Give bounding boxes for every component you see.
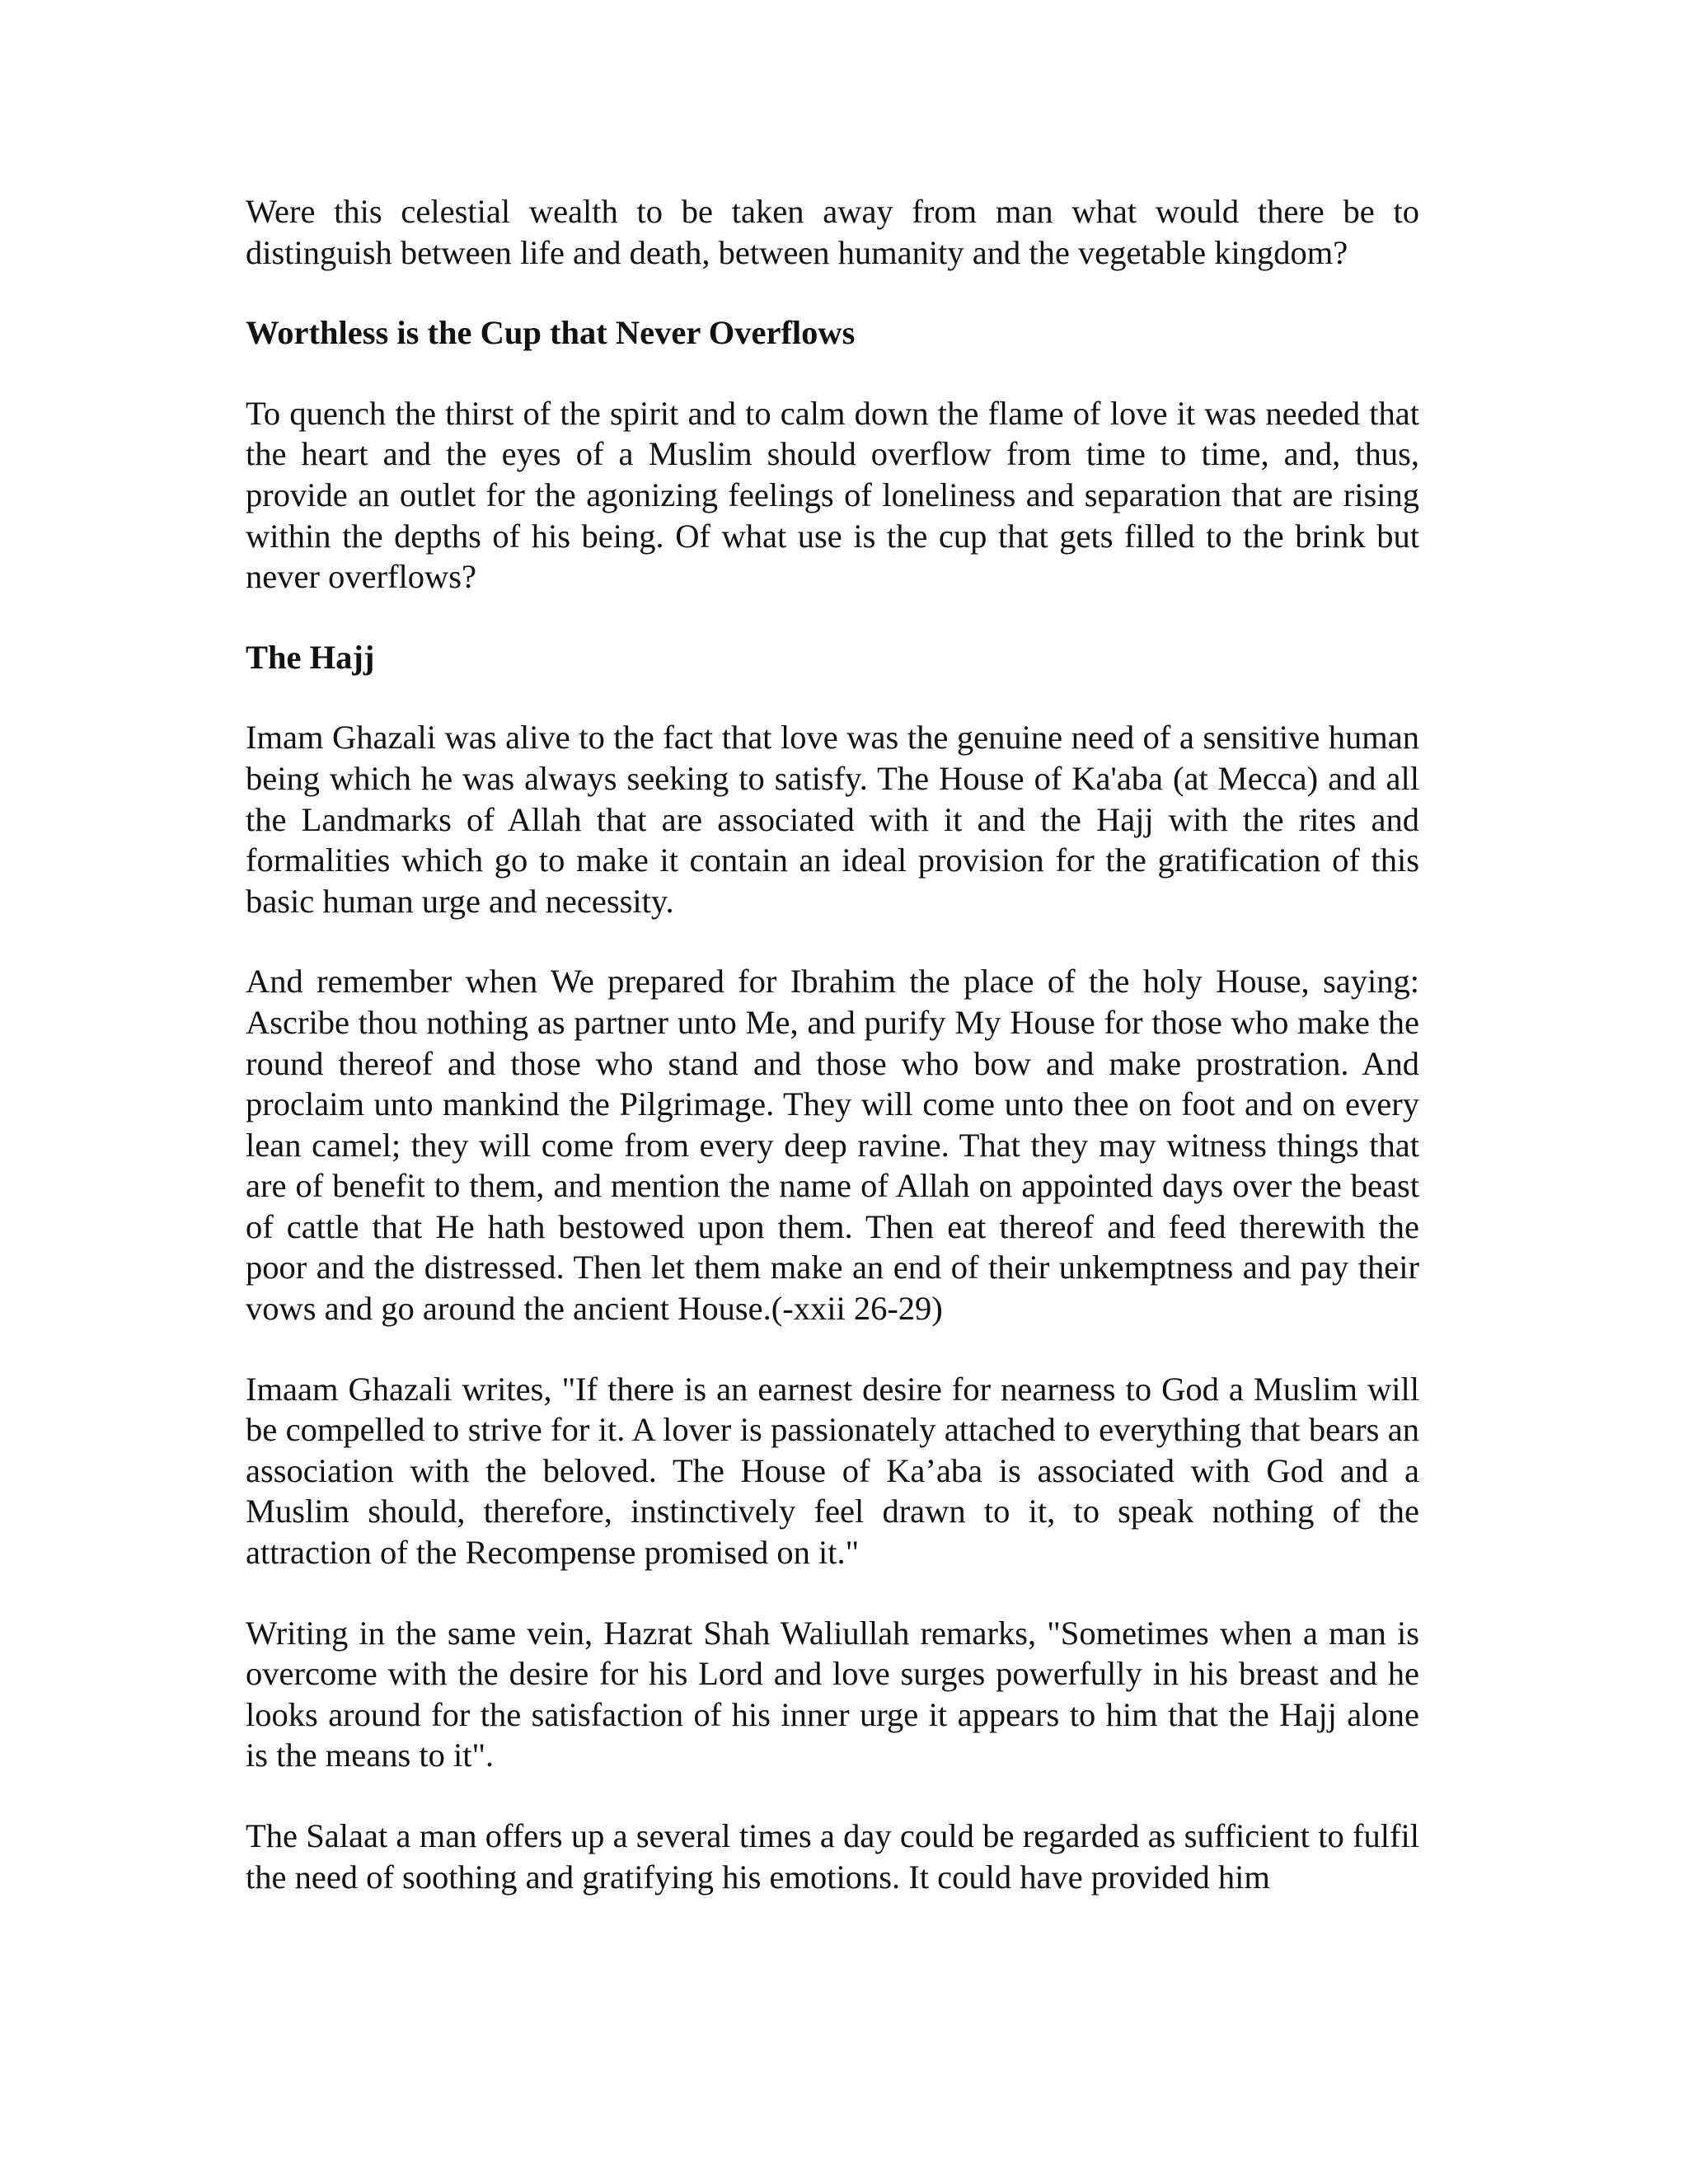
paragraph-celestial-wealth: Were this celestial wealth to be taken away from man what would there be to distinguish between life and death, between humanity and the vegetable kingdom? <box>246 193 1419 271</box>
paragraph-imaam-ghazali-writes: Imaam Ghazali writes, "If there is an earnest desire for nearness to God a Muslim will be compelled to strive for it. A lover is passionately attached to everything that bears an association with the beloved. The House of Ka’aba is associated with God and a Muslim should, therefore, instinctively feel drawn to it, to speak nothing of the attraction of the Recompense promised on it." <box>246 1370 1419 1572</box>
paragraph-imam-ghazali: Imam Ghazali was alive to the fact that love was the genuine need of a sensitive human being which he was always seeking to satisfy. The House of Ka'aba (at Mecca) and all the Landmarks of Allah that are associated with it and the Hajj with the rites and formalities which go to make it contain an ideal provision for the gratification of this basic human urge and necessity. <box>246 719 1419 920</box>
paragraph-quench-thirst: To quench the thirst of the spirit and to calm down the flame of love it was needed that the heart and the eyes of a Muslim should overflow from time to time, and, thus, provide an outlet for the agonizing feelings of loneliness and separation that are rising within the depths of his being. Of what use is the cup that gets filled to the brink but never overflows? <box>246 394 1419 596</box>
section-heading-cup: Worthless is the Cup that Never Overflows <box>246 314 856 352</box>
section-heading-hajj: The Hajj <box>246 638 375 676</box>
paragraph-quran-quote: And remember when We prepared for Ibrahim the place of the holy House, saying: Ascribe thou nothing as partner unto Me, and purify My House for those who make the round thereof and those who stand and those who bow and make prostration. And proclaim unto mankind the Pilgrimage. They will come unto thee on foot and on every lean camel; they will come from every deep ravine. That they may witness things that are of benefit to them, and mention the name of Allah on appointed days over the beast of cattle that He hath bestowed upon them. Then eat thereof and feed therewith the poor and the distressed. Then let them make an end of their unkemptness and pay their vows and go around the ancient House.(-xxii 26-29) <box>246 963 1419 1328</box>
paragraph-shah-waliullah: Writing in the same vein, Hazrat Shah Waliullah remarks, "Sometimes when a man is overcome with the desire for his Lord and love surges powerfully in his breast and he looks around for the satisfaction of his inner urge it appears to him that the Hajj alone is the means to it". <box>246 1614 1419 1774</box>
paragraph-salaat: The Salaat a man offers up a several times a day could be regarded as sufficient to fulfil the need of soothing and gratifying his emotions. It could have provided him <box>246 1817 1419 1896</box>
document-page <box>246 191 1419 1897</box>
